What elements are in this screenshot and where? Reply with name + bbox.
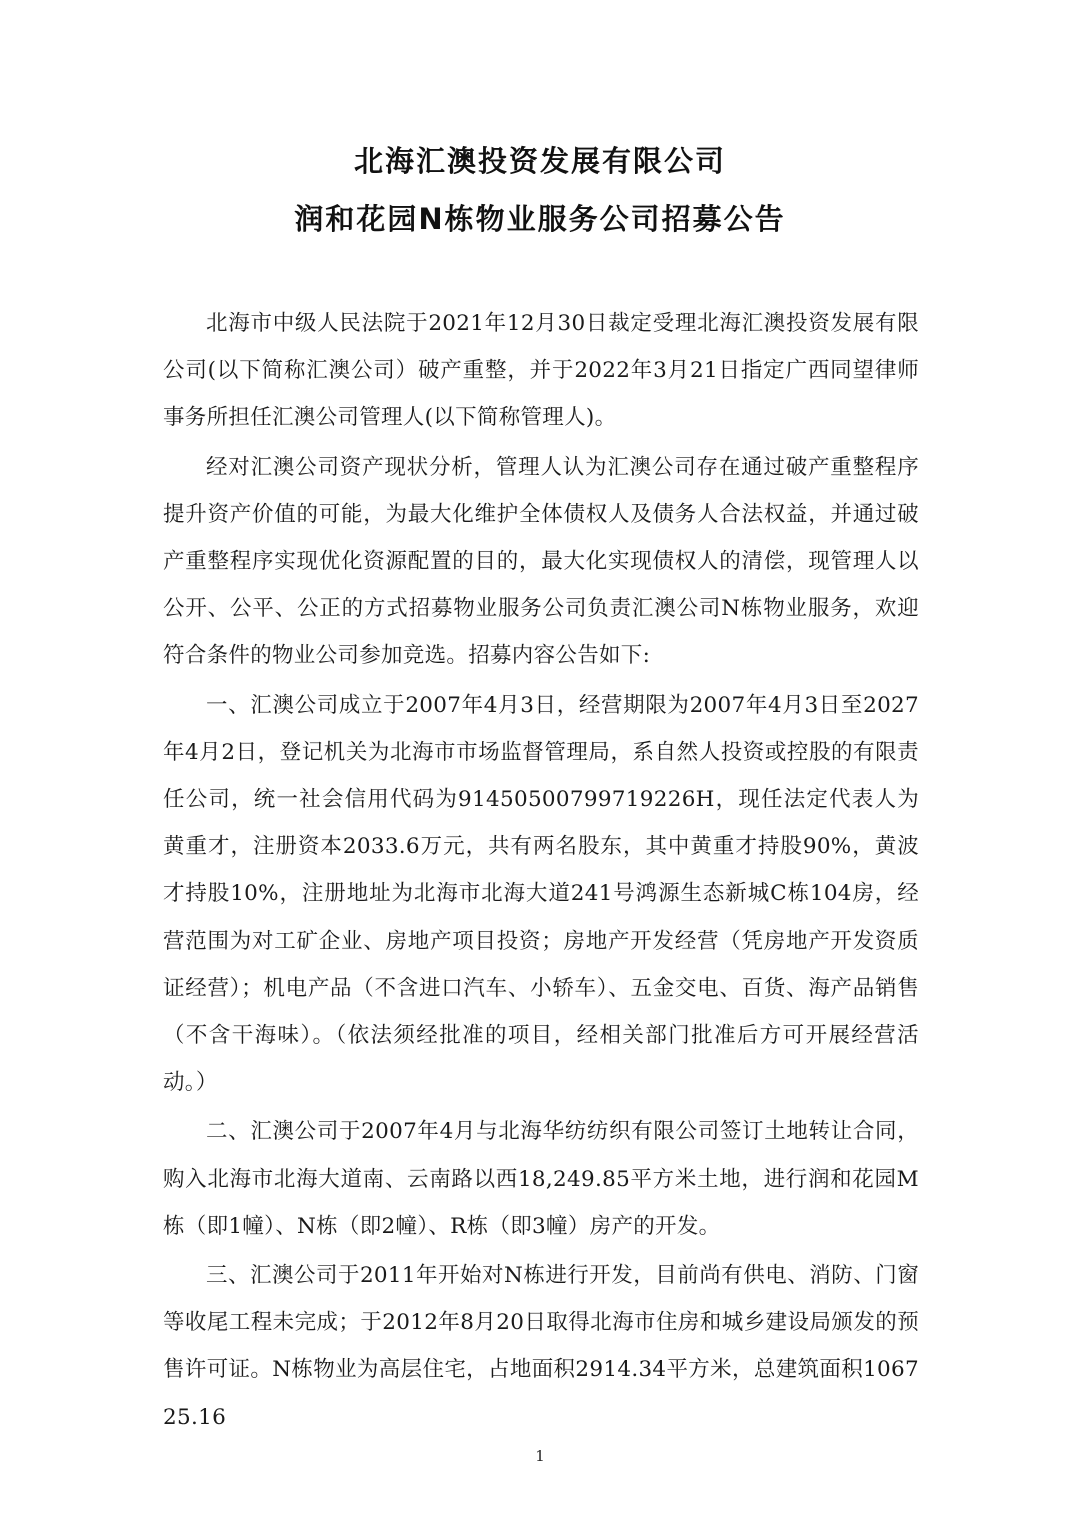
page-number: 1 xyxy=(535,1447,545,1465)
paragraph-recruitment-purpose: 经对汇澳公司资产现状分析，管理人认为汇澳公司存在通过破产重整程序提升资产价值的可能，为最大化维护全体债权人及债务人合法权益，并通过破产重整程序实现优化资源配置的目的，最大化实现债权人的清偿，现管理人以公开、公平、公正的方式招募物业服务公司负责汇澳公司N栋物业服务，欢迎符合条件的物业公司参加竞选。招募内容公告如下: xyxy=(163,454,919,669)
document-title-notice: 润和花园N栋物业服务公司招募公告 xyxy=(294,202,786,236)
document-body xyxy=(163,300,919,1443)
paragraph-court-ruling: 北海市中级人民法院于2021年12月30日裁定受理北海汇澳投资发展有限公司(以下简称汇澳公司）破产重整，并于2022年3月21日指定广西同望律师事务所担任汇澳公司管理人(以下简称管理人)。 xyxy=(163,311,919,431)
paragraph-section-three: 三、汇澳公司于2011年开始对N栋进行开发，目前尚有供电、消防、门窗等收尾工程未完成；于2012年8月20日取得北海市住房和城乡建设局颁发的预售许可证。N栋物业为高层住宅，占地面积2914.34平方米，总建筑面积106725.16 xyxy=(163,1263,919,1430)
paragraph-section-one: 一、汇澳公司成立于2007年4月3日，经营期限为2007年4月3日至2027年4月2日，登记机关为北海市市场监督管理局，系自然人投资或控股的有限责任公司，统一社会信用代码为91450500799719226H，现任法定代表人为黄重才，注册资本2033.6万元，共有两名股东，其中黄重才持股90%，黄波才持股10%，注册地址为北海市北海大道241号鸿源生态新城C栋104房，经营范围为对工矿企业、房地产项目投资；房地产开发经营（凭房地产开发资质证经营）；机电产品（不含进口汽车、小轿车）、五金交电、百货、海产品销售（不含干海味）。（依法须经批准的项目，经相关部门批准后方可开展经营活动。） xyxy=(163,692,919,1096)
paragraph-section-two: 二、汇澳公司于2007年4月与北海华纺纺织有限公司签订土地转让合同，购入北海市北海大道南、云南路以西18,249.85平方米土地，进行润和花园M栋（即1幢）、N栋（即2幢）、R栋（即3幢）房产的开发。 xyxy=(163,1119,919,1239)
document-title-company: 北海汇澳投资发展有限公司 xyxy=(353,144,726,178)
